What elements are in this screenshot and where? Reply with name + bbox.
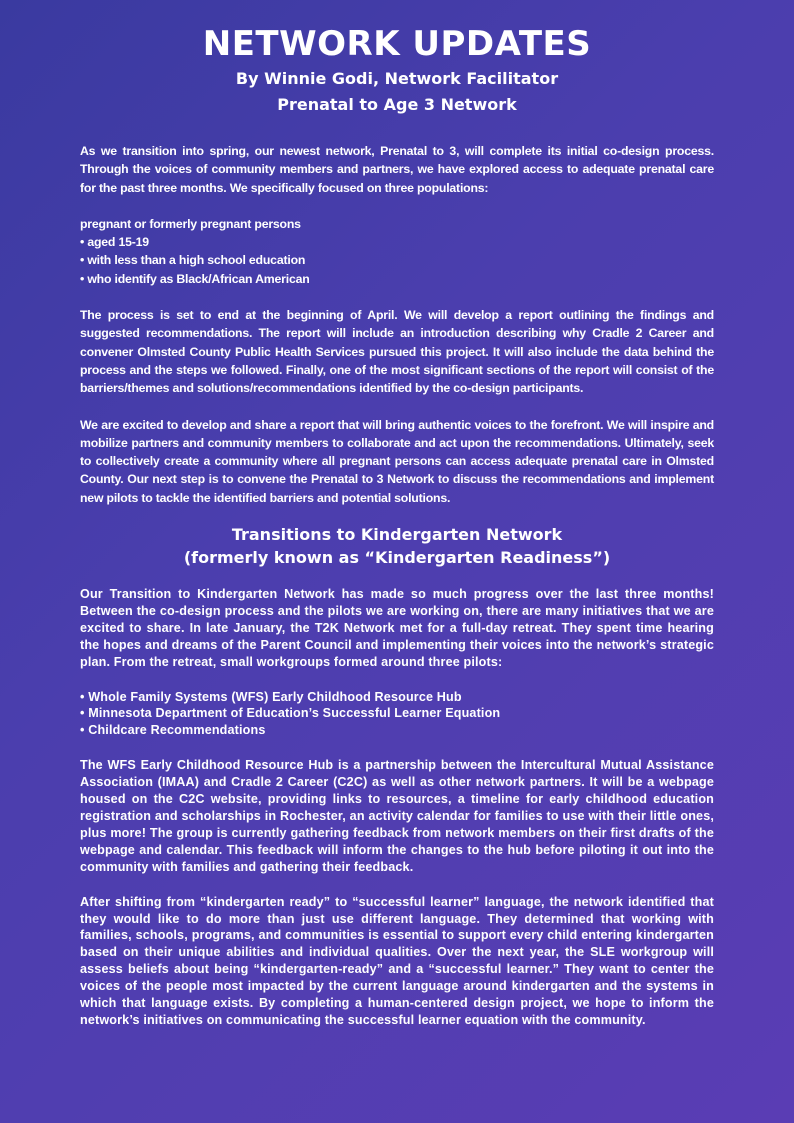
successful-learner-paragraph: After shifting from “kindergarten ready” to “successful learner” language, the network identified that they would like to do more than just use different language. They determined that working with families, schools, programs, and communities is essential to support every child entering kindergarten based on their unique abilities and individual qualities. Over the next year, the SLE workgroup will assess beliefs about being “kindergarten-ready” and a “successful learner.” They want to center the voices of the people most impacted by the current language around kindergarten and the systems in which that language exists. By completing a human-centered design project, we hope to inform the network’s initiatives on communicating the successful learner equation with the community. — [80, 894, 714, 1027]
kindergarten-intro-paragraph: Our Transition to Kindergarten Network has made so much progress over the last three months! Between the co-design process and the pilots we are working on, there are many initiatives that we are excited to share. In late January, the T2K Network met for a full-day retreat. They spent time hearing the hopes and dreams of the Parent Council and implementing their voices into the network’s strategic plan. From the retreat, small workgroups formed around three pilots: — [80, 587, 714, 669]
list-item: pregnant or formerly pregnant persons — [80, 216, 301, 231]
population-list — [80, 215, 714, 288]
page-title: NETWORK UPDATES — [202, 24, 592, 64]
list-item: • Minnesota Department of Education’s Successful Learner Equation — [80, 706, 501, 721]
list-item: • Whole Family Systems (WFS) Early Childhood Resource Hub — [80, 689, 462, 704]
heading-line: Transitions to Kindergarten Network — [231, 525, 563, 545]
byline: By Winnie Godi, Network Facilitator — [235, 69, 559, 88]
pilot-list — [80, 689, 714, 740]
section-heading-kindergarten — [80, 523, 714, 569]
list-item: • with less than a high school education — [80, 253, 306, 268]
list-item: • aged 15-19 — [80, 235, 149, 250]
prenatal-section — [80, 142, 714, 507]
report-paragraph: We are excited to develop and share a report that will bring authentic voices to the forefront. We will inspire and mobilize partners and community members to collaborate and act upon the recommendations. Ultimately, seek to collectively create a community where all pregnant persons can access adequate prenatal care in Olmsted County. Our next step is to convene the Prenatal to 3 Network to discuss the recommendations and implement new pilots to tackle the identified barriers and potential solutions. — [80, 417, 714, 505]
prenatal-intro-paragraph: As we transition into spring, our newest network, Prenatal to 3, will complete its initial co-design process. Through the voices of community members and partners, we have explored access to adequate prenatal care for the past three months. We specifically focused on three populations: — [80, 144, 714, 195]
kindergarten-section — [80, 586, 714, 1029]
list-item: • who identify as Black/African American — [80, 271, 310, 286]
section-heading-prenatal: Prenatal to Age 3 Network — [277, 95, 517, 114]
heading-line: (formerly known as “Kindergarten Readiness”) — [183, 548, 611, 568]
resource-hub-paragraph: The WFS Early Childhood Resource Hub is a partnership between the Intercultural Mutual Assistance Association (IMAA) and Cradle 2 Career (C2C) as well as other network partners. It will be a webpage housed on the C2C website, providing links to resources, a timeline for early childhood education registration and scholarships in Rochester, an activity calendar for families to use with their little ones, plus more! The group is currently gathering feedback from network members on their first drafts of the webpage and calendar. This feedback will inform the changes to the hub before piloting it out into the community with families and gathering their feedback. — [80, 758, 714, 874]
list-item: • Childcare Recommendations — [80, 723, 266, 738]
process-paragraph: The process is set to end at the beginning of April. We will develop a report outlining the findings and suggested recommendations. The report will include an introduction describing why Cradle 2 Career and convener Olmsted County Public Health Services pursued this project. It will also include the data behind the process and the steps we followed. Finally, one of the most significant sections of the report will consist of the barriers/themes and solutions/recommendations identified by the co-design participants. — [80, 308, 714, 396]
